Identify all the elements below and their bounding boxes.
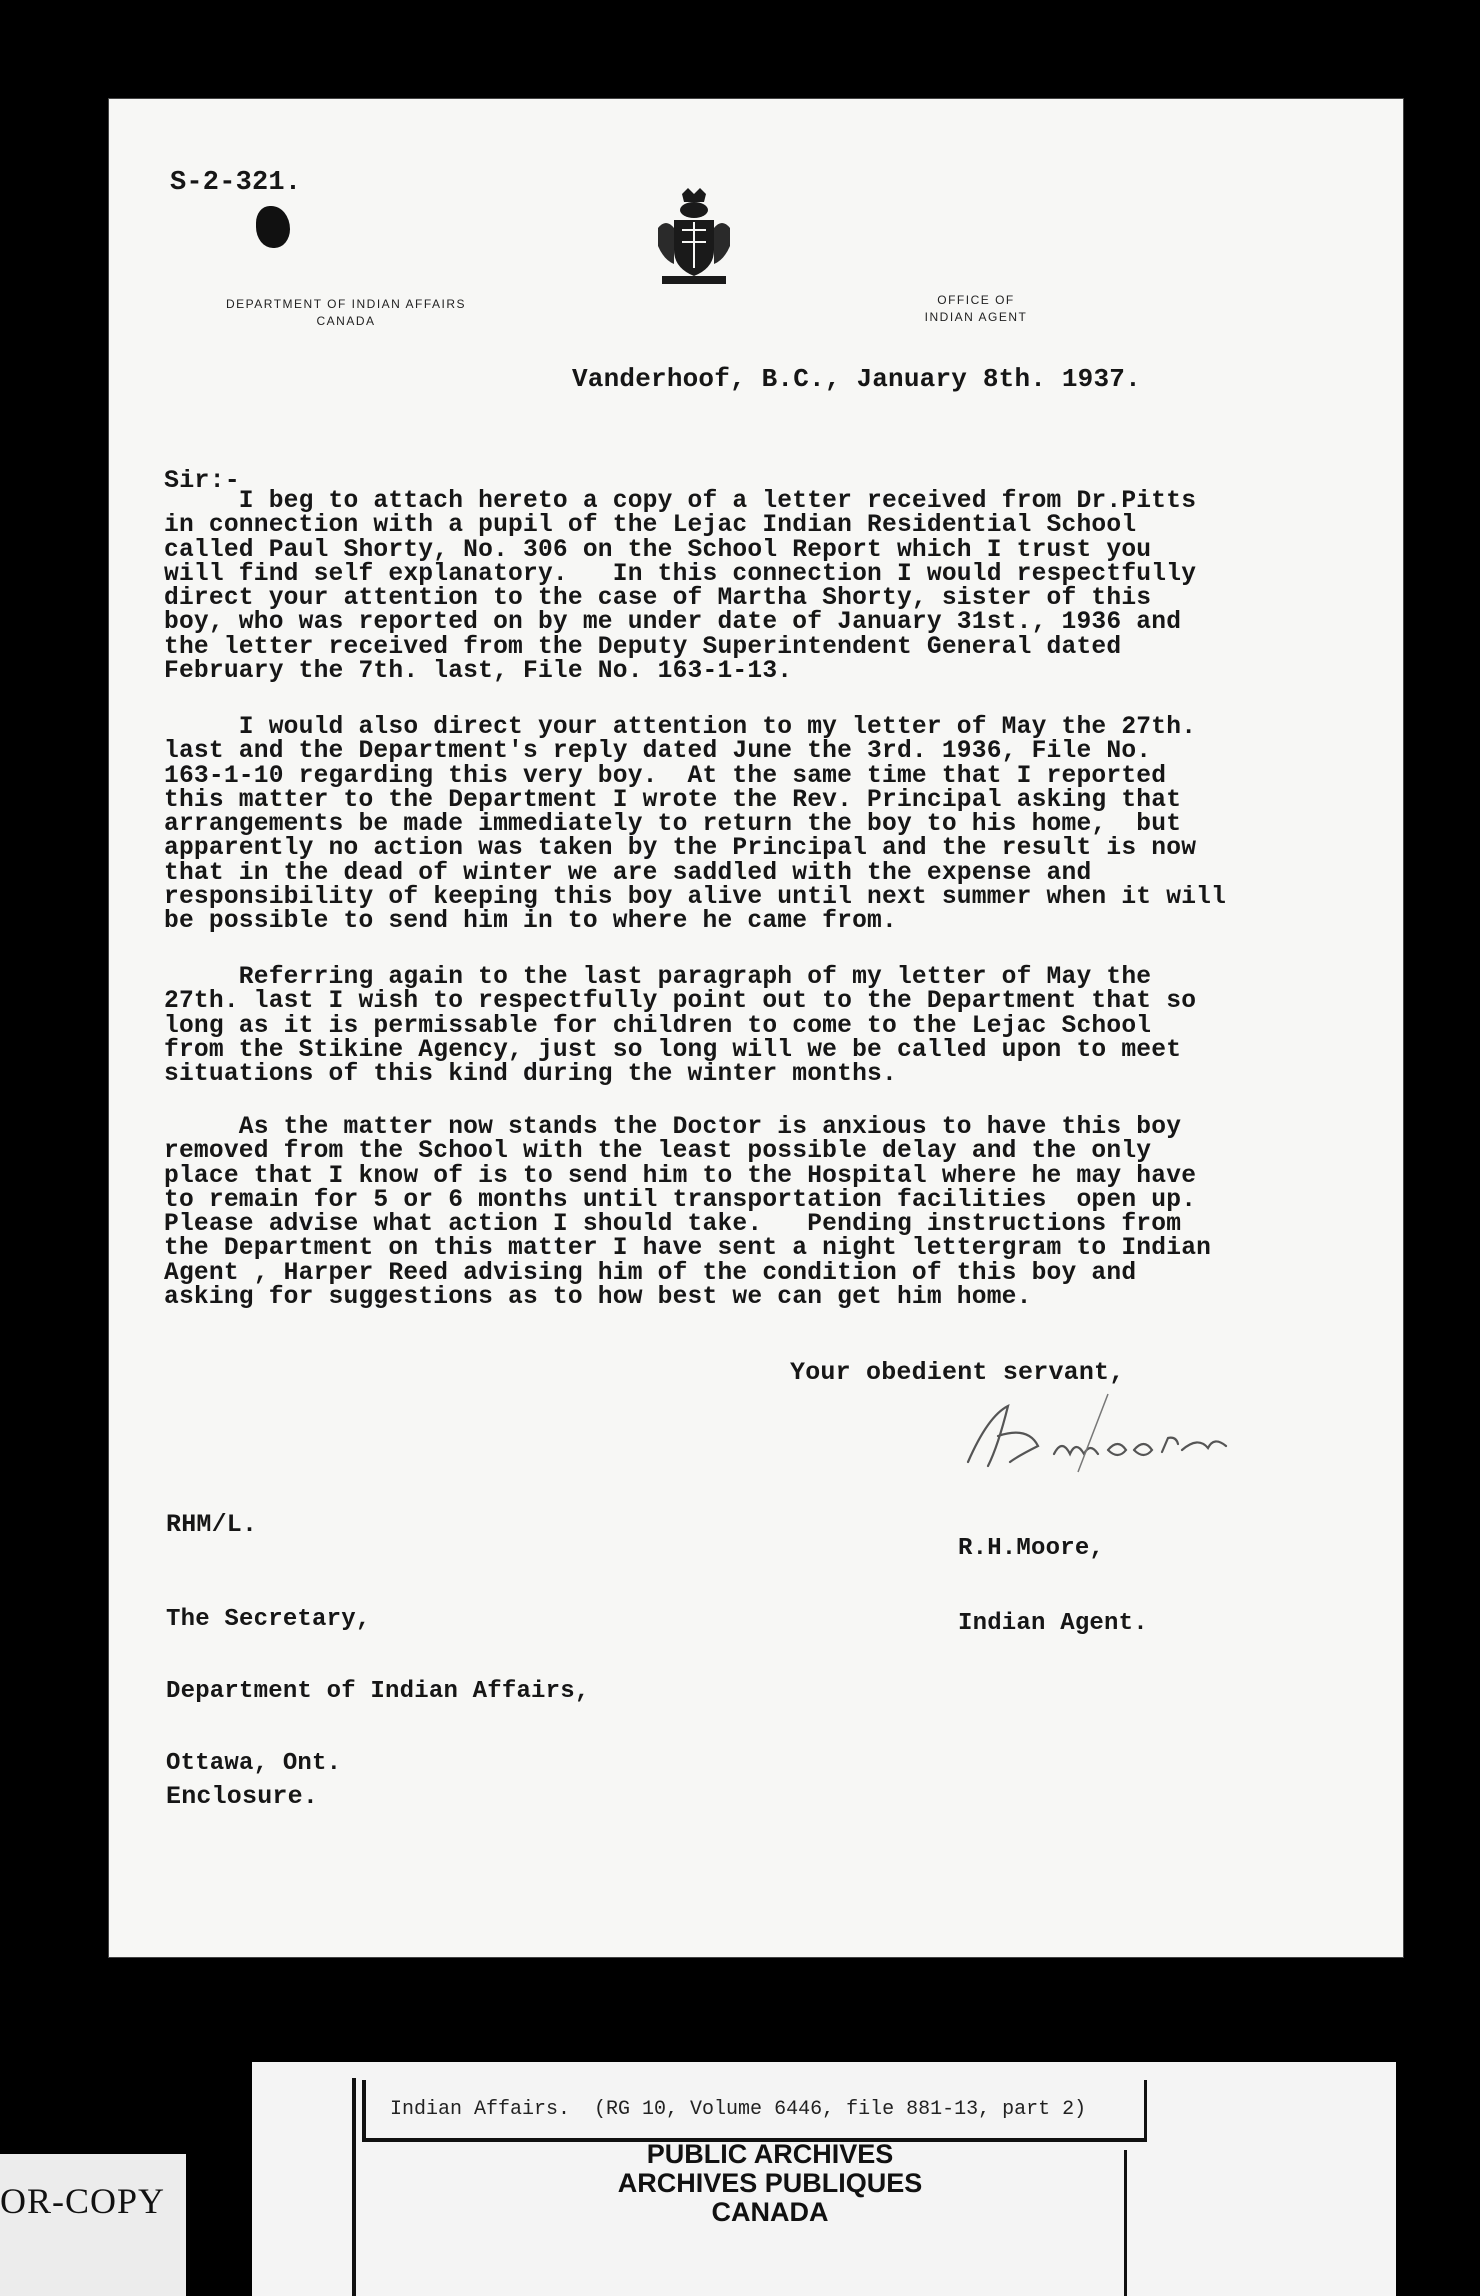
- letterhead-department-line: DEPARTMENT OF INDIAN AFFAIRS: [225, 297, 467, 311]
- signer-line: Indian Agent.: [958, 1610, 1148, 1637]
- body-paragraph: As the matter now stands the Doctor is anxious to have this boy removed from the School with the least possible delay and the only place that I know of is to send him to the Hospital where he may have to remain for 5 or 6 months until transportation facilities open up. Please advise what action I should take. Pending instructions from the Department on this matter I have sent a night lettergram to Indian Agent , Harper Reed advising him of the condition of this boy and asking for suggestions as to how best we can get him home.: [164, 1114, 1212, 1312]
- letterhead-office: [896, 292, 1056, 326]
- archive-line: PUBLIC ARCHIVES: [646, 2139, 894, 2169]
- typist-initials: RHM/L.: [166, 1510, 258, 1539]
- signer-line: R.H.Moore,: [958, 1535, 1105, 1562]
- signer-block: [958, 1486, 1148, 1661]
- address-line: Ottawa, Ont.: [166, 1750, 342, 1777]
- handwritten-signature: [958, 1376, 1258, 1486]
- letterhead-department-line: CANADA: [316, 314, 376, 328]
- address-line: Department of Indian Affairs,: [166, 1678, 590, 1705]
- archive-citation: Indian Affairs. (RG 10, Volume 6446, file 881-13, part 2): [390, 2098, 1087, 2121]
- closing: Your obedient servant,: [790, 1358, 1125, 1387]
- body-paragraph: I beg to attach hereto a copy of a letter received from Dr.Pitts in connection with a pupil of the Lejac Indian Residential School called Paul Shorty, No. 306 on the School Report which I trust you will find self explanatory. In this connection I would respectfully direct your attention to the case of Martha Shorty, sister of this boy, who was reported on by me under date of January 31st., 1936 and the letter received from the Deputy Superintendent General dated February the 7th. last, File No. 163-1-13.: [164, 488, 1197, 686]
- dateline: Vanderhoof, B.C., January 8th. 1937.: [572, 364, 1141, 394]
- letterhead-department: [196, 296, 496, 330]
- archive-line: ARCHIVES PUBLIQUES: [617, 2168, 923, 2198]
- archive-line: CANADA: [711, 2197, 829, 2227]
- address-line: The Secretary,: [166, 1606, 371, 1633]
- label-divider: [1124, 2150, 1127, 2296]
- enclosure-note: Enclosure.: [166, 1782, 319, 1811]
- ink-mark: [256, 206, 290, 248]
- recipient-address: [166, 1560, 589, 1800]
- body-paragraph: I would also direct your attention to my letter of May the 27th. last and the Department's reply dated June the 3rd. 1936, File No. 163-1-10 regarding this very boy. At the same time that I reported this matter to the Department I wrote the Rev. Principal asking that arrangements be made immediately to return the boy to his home, but apparently no action was taken by the Principal and the result is now that in the dead of winter we are saddled with the expense and responsibility of keeping this boy alive until next summer when it will be possible to send him in to where he came from.: [164, 714, 1227, 936]
- copy-tag-text: OR-COPY: [0, 2181, 166, 2221]
- body-paragraph: Referring again to the last paragraph of my letter of May the 27th. last I wish to respectfully point out to the Department that so long as it is permissable for children to come to the Lejac School from the Stikine Agency, just so long will we be called upon to meet situations of this kind during the winter months.: [164, 964, 1197, 1089]
- letterhead-office-line: OFFICE OF: [937, 293, 1015, 307]
- salutation: Sir:-: [164, 466, 241, 495]
- copy-tag: [0, 2154, 186, 2296]
- file-reference: S-2-321.: [170, 168, 302, 198]
- label-divider: [352, 2078, 356, 2296]
- letterhead-office-line: INDIAN AGENT: [924, 310, 1028, 324]
- coat-of-arms-icon: [652, 188, 736, 286]
- archive-stamp: [560, 2140, 980, 2227]
